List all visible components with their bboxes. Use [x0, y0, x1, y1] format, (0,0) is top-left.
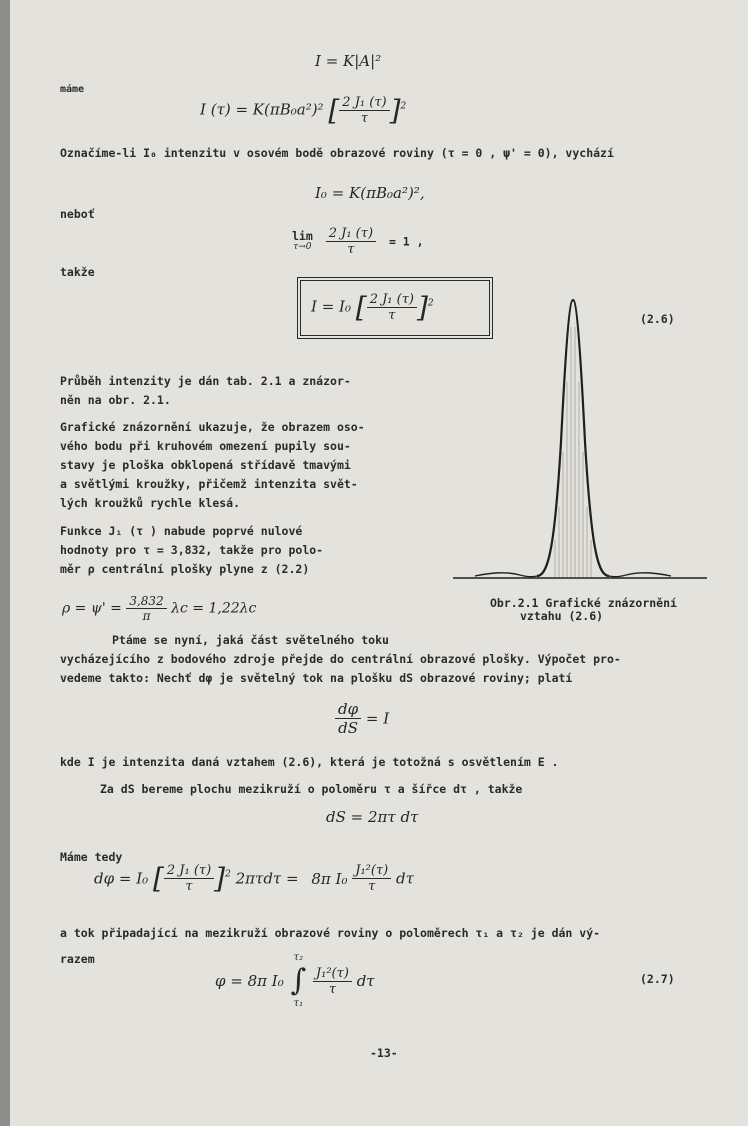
dphi-ds-rhs: = I — [365, 709, 390, 728]
dphi-second-fraction — [352, 863, 391, 894]
paragraph-funkce — [60, 522, 323, 579]
dphi-second-numerator: J₁²(τ) — [352, 863, 391, 879]
dphi-fraction-numerator: 2 J₁ (τ) — [164, 863, 214, 879]
integral-lower-limit: τ₁ — [293, 998, 304, 1009]
fraction-numerator: 2 J₁ (τ) — [339, 95, 389, 111]
paragraph-line: lých kroužků rychle klesá. — [60, 496, 241, 510]
page-number: -13- — [370, 1046, 398, 1060]
paragraph-line: a tok připadající na mezikruží obrazové roviny o poloměrech τ₁ a τ₂ je dán vý- — [60, 926, 601, 940]
fraction-denominator: τ — [360, 111, 369, 126]
boxed-fraction-denominator: τ — [388, 308, 396, 323]
text-oznacime: Označíme-li I₀ intenzitu v osovém bodě obrazové roviny (τ = 0 , ψ' = 0), vychází — [60, 146, 614, 160]
document-page — [10, 0, 748, 1126]
phi-tail: dτ — [356, 972, 375, 990]
dphi-exponent: 2 — [225, 869, 231, 880]
equation-phi-integral — [215, 950, 375, 1012]
limit-operator — [292, 228, 313, 253]
rho-rhs: λc = 1,22λc — [171, 600, 257, 617]
caption-line: Obr.2.1 Grafické znázornění — [490, 596, 677, 610]
equation-lhs: I (τ) = K(πB₀a²)² — [200, 100, 324, 119]
paragraph-line: něn na obr. 2.1. — [60, 393, 171, 407]
integral-upper-limit: τ₂ — [293, 952, 304, 963]
integral-symbol: ∫ — [290, 963, 307, 998]
equation-intensity-basic: I = K|A|² — [315, 52, 382, 70]
equation-limit — [292, 226, 424, 257]
paragraph-graficke — [60, 418, 365, 513]
central-peak — [537, 300, 609, 576]
phi-lhs: φ = 8π I₀ — [215, 972, 284, 990]
boxed-exponent: 2 — [427, 298, 434, 309]
label-takze: takže — [60, 265, 95, 279]
side-lobe-left — [475, 573, 537, 577]
equation-dphi-ds — [335, 700, 389, 737]
bracket-close: ] — [416, 291, 428, 324]
dphi-ds-numerator: dφ — [335, 700, 361, 719]
rho-fraction-denominator: π — [142, 609, 151, 623]
phi-fraction-numerator: J₁²(τ) — [313, 966, 352, 982]
paragraph-line: vedeme takto: Nechť dφ je světelný tok na plošku dS obrazové roviny; platí — [60, 671, 573, 685]
exponent: 2 — [400, 101, 407, 112]
bracket-open: [ — [328, 94, 340, 127]
paragraph-line: razem — [60, 952, 95, 966]
dphi-ds-denominator: dS — [338, 719, 358, 737]
limit-fraction-denominator: τ — [347, 242, 355, 257]
paragraph-line: a světlými kroužky, přičemž intenzita svět- — [60, 477, 358, 491]
equation-intensity-tau — [200, 94, 406, 127]
label-nebot: neboť — [60, 207, 95, 221]
boxed-equation-content — [311, 291, 434, 324]
phi-fraction — [313, 966, 352, 997]
paragraph-line: Grafické znázornění ukazuje, že obrazem oso- — [60, 420, 365, 434]
lim-subscript: τ→0 — [293, 241, 312, 252]
paragraph-line: vycházejícího z bodového zdroje přejde do centrální obrazové plošky. Výpočet pro- — [60, 652, 621, 666]
dphi-coef: 8π I₀ — [311, 869, 348, 888]
dphi-lhs: dφ = I₀ — [94, 869, 149, 888]
limit-fraction-numerator: 2 J₁ (τ) — [326, 226, 376, 242]
paragraph-line: Funkce J₁ (τ ) nabude poprvé nulové — [60, 524, 303, 538]
paragraph-line: měr ρ centrální plošky plyne z (2.2) — [60, 562, 310, 576]
dphi-mid: 2πτdτ = — [235, 869, 299, 888]
boxed-fraction — [367, 292, 417, 323]
bracket-close: ] — [389, 94, 401, 127]
paragraph-line: Ptáme se nyní, jaká část světelného toku — [112, 633, 389, 647]
dphi-bracket-fraction — [164, 863, 214, 894]
paragraph-prubeh — [60, 372, 351, 410]
dphi-ds-fraction — [335, 700, 361, 737]
side-lobe-right — [609, 573, 671, 577]
phi-fraction-denominator: τ — [328, 981, 337, 997]
dphi-tail: dτ — [396, 869, 414, 888]
integral-sign — [291, 950, 307, 1012]
boxed-fraction-numerator: 2 J₁ (τ) — [367, 292, 417, 308]
paragraph-ptame — [60, 631, 621, 688]
paragraph-line: Průběh intenzity je dán tab. 2.1 a znázor- — [60, 374, 351, 388]
rho-fraction-numerator: 3,832 — [126, 594, 166, 609]
figure-caption — [490, 597, 677, 623]
bracket-close: ] — [214, 862, 226, 895]
caption-line: vztahu (2.6) — [520, 609, 604, 623]
rho-fraction — [126, 594, 166, 623]
equation-i0: I₀ = K(πB₀a²)², — [315, 184, 425, 202]
dphi-second-denominator: τ — [368, 879, 376, 894]
equation-dphi — [94, 862, 414, 895]
text-kde: kde I je intenzita daná vztahem (2.6), která je totožná s osvětlením E . — [60, 755, 559, 769]
text-za: Za dS bereme plochu mezikruží o poloměru τ a šířce dτ , takže — [100, 782, 523, 796]
equation-number-2-6: (2.6) — [640, 312, 675, 326]
dphi-fraction-denominator: τ — [185, 879, 193, 894]
paragraph-line: hodnoty pro τ = 3,832, takže pro polo- — [60, 543, 324, 557]
limit-result: = 1 , — [388, 234, 424, 249]
equation-ds: dS = 2πτ dτ — [326, 808, 419, 826]
limit-fraction — [326, 226, 376, 257]
intensity-figure — [445, 292, 710, 584]
bracket-open: [ — [355, 291, 367, 324]
label-mame-tedy: Máme tedy — [60, 850, 123, 864]
equation-number-2-7: (2.7) — [640, 972, 675, 986]
paragraph-line: stavy je ploška obklopená střídavě tmavými — [60, 458, 351, 472]
label-mame: máme — [60, 84, 85, 95]
lim-text: lim — [292, 228, 313, 243]
boxed-lhs: I = I₀ — [311, 297, 351, 316]
rho-lhs: ρ = ψ' = — [62, 600, 122, 617]
equation-rho — [62, 594, 256, 623]
fraction — [339, 95, 389, 126]
bracket-open: [ — [152, 862, 164, 895]
paragraph-line: vého bodu při kruhovém omezení pupily sou- — [60, 439, 351, 453]
